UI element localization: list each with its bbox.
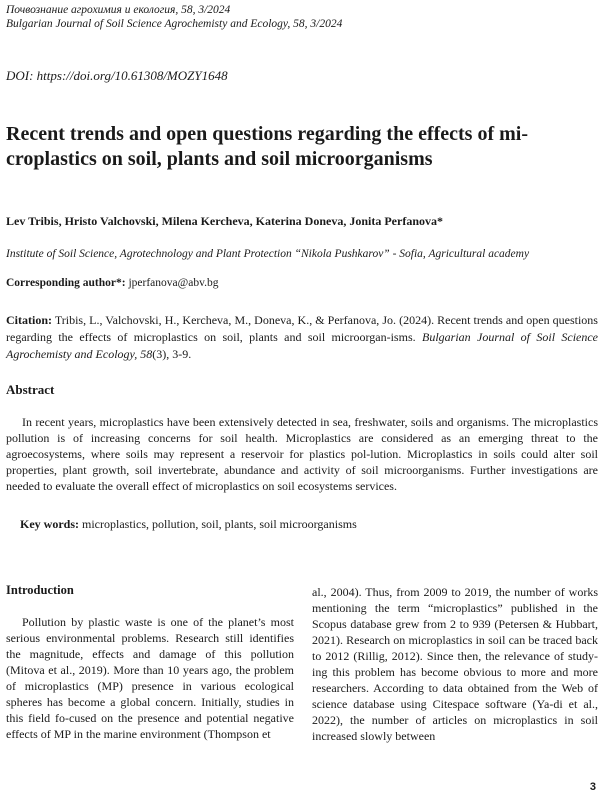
corresponding-author-email[interactable]: jperfanova@abv.bg bbox=[128, 277, 219, 289]
citation-label: Citation: bbox=[6, 313, 52, 327]
doi-link[interactable]: DOI: https://doi.org/10.61308/MOZY1648 bbox=[6, 68, 228, 83]
corresponding-author bbox=[6, 277, 218, 289]
keywords-text: microplastics, pollution, soil, plants, soil microorganisms bbox=[82, 517, 357, 531]
citation-journal: Bulgarian Journal of Soil Science Agrochemisty and Ecology, 58 bbox=[6, 330, 599, 361]
citation bbox=[6, 312, 598, 363]
keywords bbox=[20, 517, 357, 532]
body-column-right: al., 2004). Thus, from 2009 to 2019, the number of works mentioning the term “microplastics” published in the Scopus database grew from 2 to 939 (Petersen & Hubbart, 2021). Research on microplastics in soil can be traced back to 2012 (Rillig, 2012). Since then, the relevance of study-ing this problem has become obvious to more and more researchers. According to data obtained from the Web of science database using Citespace software (Ya-di et al., 2022), the number of articles on microplastics in soil increased slowly between bbox=[312, 585, 598, 743]
author-list: Lev Tribis, Hristo Valchovski, Milena Kercheva, Katerina Doneva, Jonita Perfanova* bbox=[6, 214, 443, 228]
citation-text: Tribis, L., Valchovski, H., Kercheva, M., Doneva, K., & Perfanova, Jo. (2024). Recent trends and open questions regarding the effects of microplastics on soil, plants and soil microorgan-isms. bbox=[6, 313, 598, 344]
keywords-label: Key words: bbox=[20, 517, 79, 531]
page-number: 3 bbox=[589, 781, 596, 793]
corresponding-author-label: Corresponding author*: bbox=[6, 277, 126, 289]
journal-header-en: Bulgarian Journal of Soil Science Agrochemisty and Ecology, 58, 3/2024 bbox=[6, 18, 343, 30]
affiliation: Institute of Soil Science, Agrotechnology and Plant Protection “Nikola Pushkarov” - Sofia, Agricultural academy bbox=[6, 248, 530, 260]
abstract-text: In recent years, microplastics have been extensively detected in sea, freshwater, soils and organisms. The microplastics pollution is of increasing concerns for soil health. Microplastics are considered as an emerging threat to the agroecosystems, where soils may represent a reservoir for plastics pol-lution. Microplastics in soils could alter soil properties, plant growth, soil invertebrate, abundance and activity of soil microorganisms. Further investigations are needed to evaluate the overall effect of microplastics on soil ecosystems services. bbox=[6, 415, 598, 493]
journal-header-bg: Почвознание агрохимия и екология, 58, 3/2024 bbox=[6, 4, 231, 16]
paper-title: Recent trends and open questions regarding the effects of mi-croplastics on soil, plants and soil microorganisms bbox=[6, 123, 529, 170]
body-column-left bbox=[6, 582, 294, 742]
abstract-heading: Abstract bbox=[6, 382, 55, 397]
introduction-heading: Introduction bbox=[6, 583, 74, 597]
introduction-paragraph: Pollution by plastic waste is one of the planet’s most serious environmental problems. Research still identifies the magnitude, effects and damage of this pollution (Mitova et al., 2019). More than 10 years ago, the problem of microplastics (MP) presence in various ecological spheres has become a global concern. Initially, studies in this field fo-cused on the presence and potential negative effects of MP in the marine environment (Thompson et bbox=[6, 615, 294, 741]
citation-issue: (3), 3-9. bbox=[152, 347, 192, 361]
